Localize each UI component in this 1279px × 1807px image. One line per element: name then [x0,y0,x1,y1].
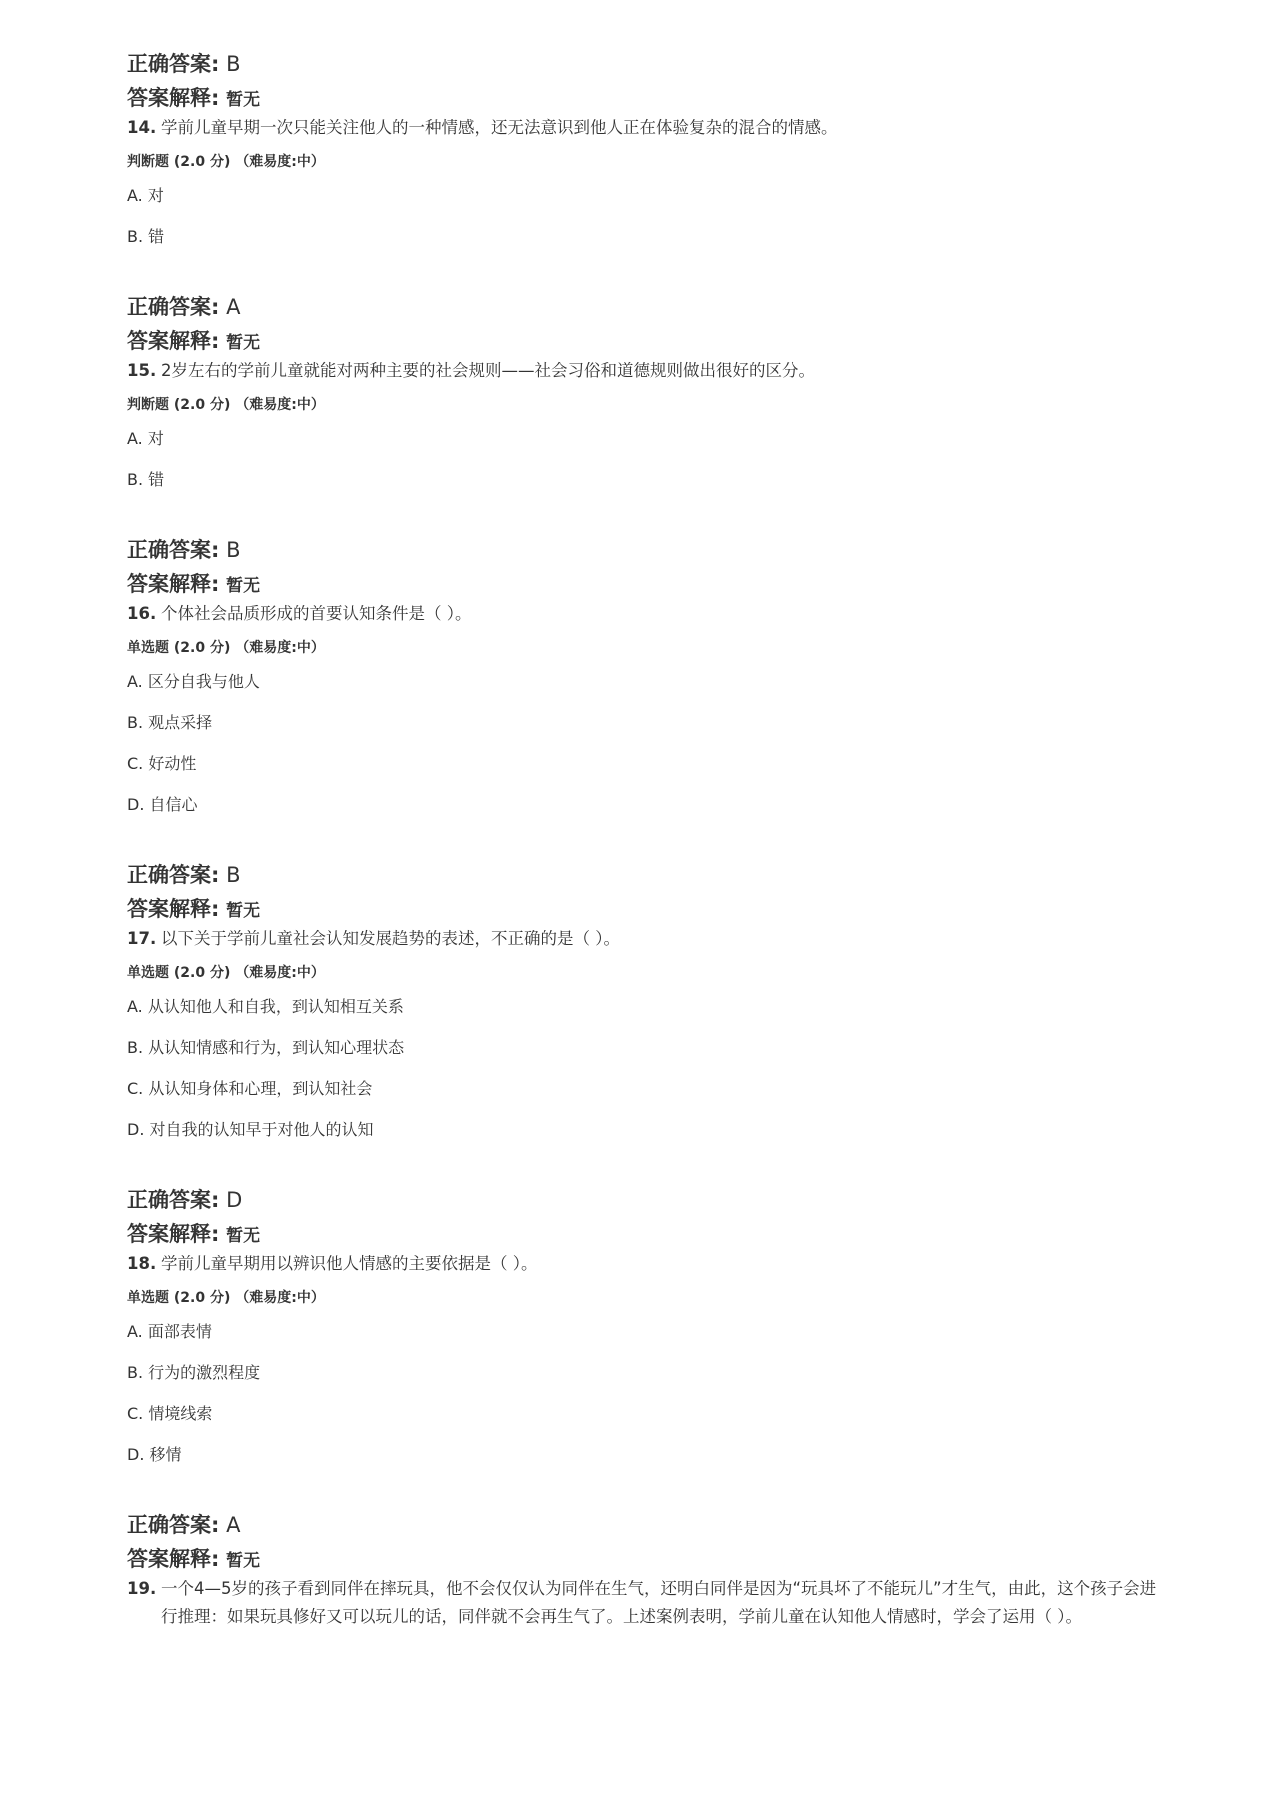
quiz-page [127,50,1167,1631]
option-b[interactable]: B. 错 [127,227,165,246]
correct-answer: 正确答案: A [127,1513,241,1537]
question-meta: 单选题 (2.0 分) （难易度:中） [127,640,325,656]
option-c[interactable]: C. 好动性 [127,754,197,773]
answer-explanation: 答案解释: 暂无 [127,897,261,921]
question-text: 17. 以下关于学前儿童社会认知发展趋势的表述，不正确的是（ ）。 [127,929,620,948]
correct-answer: 正确答案: A [127,295,241,319]
option-d[interactable]: D. 移情 [127,1445,182,1464]
correct-answer: 正确答案: B [127,538,241,562]
answer-explanation: 答案解释: 暂无 [127,1222,261,1246]
option-a[interactable]: A. 面部表情 [127,1322,212,1341]
option-a[interactable]: A. 对 [127,186,164,205]
option-b[interactable]: B. 观点采择 [127,713,213,732]
option-c[interactable]: C. 情境线索 [127,1404,213,1423]
option-a[interactable]: A. 区分自我与他人 [127,672,260,691]
option-b[interactable]: B. 错 [127,470,165,489]
question-block-19 [127,1575,1167,1631]
question-text: 16. 个体社会品质形成的首要认知条件是（ ）。 [127,604,472,623]
option-d[interactable]: D. 对自我的认知早于对他人的认知 [127,1120,374,1139]
option-b[interactable]: B. 行为的激烈程度 [127,1363,261,1382]
options-list [127,670,1167,834]
option-b[interactable]: B. 从认知情感和行为，到认知心理状态 [127,1038,405,1057]
answer-explanation: 答案解释: 暂无 [127,329,261,353]
answer-explanation: 答案解释: 暂无 [127,86,261,110]
question-meta: 单选题 (2.0 分) （难易度:中） [127,965,325,981]
option-c[interactable]: C. 从认知身体和心理，到认知社会 [127,1079,373,1098]
correct-answer: 正确答案: D [127,1188,243,1212]
options-list [127,1320,1167,1484]
correct-answer: 正确答案: B [127,52,241,76]
correct-answer: 正确答案: B [127,863,241,887]
question-meta: 单选题 (2.0 分) （难易度:中） [127,1290,325,1306]
question-meta: 判断题 (2.0 分) （难易度:中） [127,154,325,170]
question-text: 14. 学前儿童早期一次只能关注他人的一种情感，还无法意识到他人正在体验复杂的混合的情感。 [127,118,838,137]
question-meta: 判断题 (2.0 分) （难易度:中） [127,397,325,413]
question-block-15 [127,357,1167,598]
question-block-14 [127,114,1167,355]
question-block-18 [127,1250,1167,1573]
answer-explanation: 答案解释: 暂无 [127,572,261,596]
options-list [127,184,1167,266]
option-a[interactable]: A. 对 [127,429,164,448]
option-d[interactable]: D. 自信心 [127,795,198,814]
question-text: 15. 2岁左右的学前儿童就能对两种主要的社会规则——社会习俗和道德规则做出很好的区分。 [127,361,815,380]
question-block-17 [127,925,1167,1248]
options-list [127,427,1167,509]
options-list [127,995,1167,1159]
question-text: 18. 学前儿童早期用以辨识他人情感的主要依据是（ ）。 [127,1254,538,1273]
question-text: 19. 一个4—5岁的孩子看到同伴在摔玩具，他不会仅仅认为同伴在生气，还明白同伴是因为“玩具坏了不能玩儿”才生气，由此，这个孩子会进行推理：如果玩具修好又可以玩儿的话，同伴就不会再生气了。上述案例表明，学前儿童在认知他人情感时，学会了运用（ ）。 [127,1579,1157,1626]
answer-explanation: 答案解释: 暂无 [127,1547,261,1571]
option-a[interactable]: A. 从认知他人和自我，到认知相互关系 [127,997,404,1016]
question-block-16 [127,600,1167,923]
